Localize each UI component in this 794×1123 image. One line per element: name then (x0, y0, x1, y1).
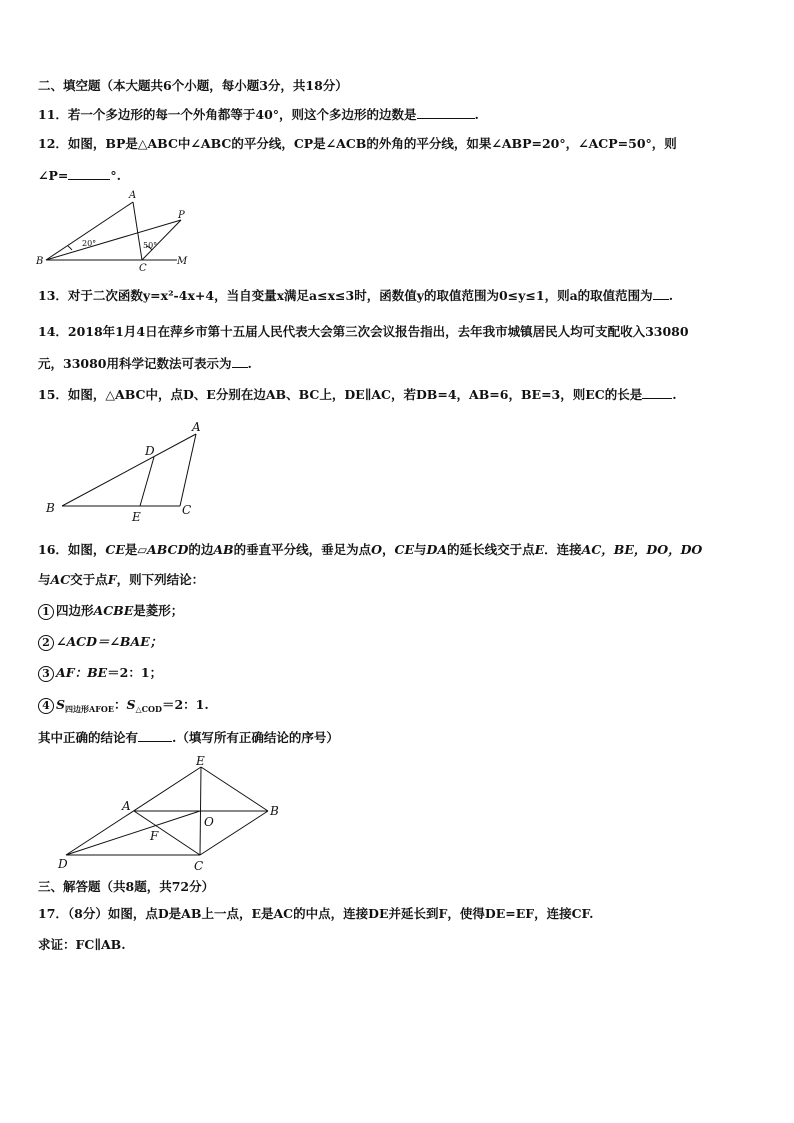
q15-text: 15．如图，△ABC中，点D、E分别在边AB、BC上，DE∥AC，若DB=4，AB=6，BE=3，则EC的长是 (38, 387, 643, 402)
c1-post: 是菱形； (133, 603, 184, 618)
q16-v4: O (371, 542, 382, 557)
q13-end: . (668, 288, 674, 303)
label-F: F (150, 829, 159, 843)
label-E: E (132, 510, 141, 524)
c4-s2: S (126, 697, 136, 712)
q16-t6: 与 (414, 542, 427, 557)
q16-v2: ▱ABCD (137, 542, 189, 557)
q16-v3: AB (213, 542, 234, 557)
label-M: M (177, 256, 188, 267)
q12-suffix: °. (110, 168, 121, 183)
q16-v7: E (534, 542, 545, 557)
circled-number-1: 1 (38, 604, 54, 620)
c1-pre: 四边形 (56, 603, 94, 618)
q16-v1: CE (105, 542, 125, 557)
line-DO (66, 811, 200, 855)
q15-end: . (672, 387, 677, 402)
c2-text: ∠ACD＝∠BAE； (56, 634, 163, 649)
q16-t9: 与 (38, 572, 51, 587)
circled-number-4: 4 (38, 698, 54, 714)
q17-line2: 求证：FC∥AB. (38, 937, 126, 952)
c3-var: AF：BE (56, 665, 108, 680)
label-P: P (178, 210, 185, 221)
label-E: E (196, 754, 205, 768)
c4-post: ＝2：1. (161, 697, 209, 712)
q11-text: 11．若一个多边形的每一个外角都等于40°，则这个多边形的边数是 (38, 107, 417, 122)
q16-t11: ，则下列结论： (116, 572, 205, 587)
section3-title: 三、解答题（共8题，共72分） (38, 879, 215, 894)
c4-s1: S (56, 697, 66, 712)
q16-v5: CE (394, 542, 414, 557)
q16-t1: 16．如图， (38, 542, 106, 557)
angle-label-50: 50° (143, 241, 158, 250)
q16-t10: 交于点 (70, 572, 108, 587)
angle-label-20: 20° (82, 239, 97, 248)
c4-sub2: △COD (135, 704, 162, 714)
q11-end: . (474, 107, 479, 122)
c4-sub1: 四边形AFOE (65, 704, 114, 714)
label-O: O (204, 815, 214, 829)
section2-title: 二、填空题（本大题共6个小题，每小题3分，共18分） (38, 78, 348, 93)
q12-line1: 12．如图，BP是△ABC中∠ABC的平分线，CP是∠ACB的外角的平分线，如果∠ABP=20°，∠ACP=50°，则 (38, 136, 677, 151)
label-A: A (122, 799, 131, 813)
q16-t4: 的垂直平分线，垂足为点 (233, 542, 372, 557)
label-A: A (192, 420, 201, 434)
label-B: B (46, 501, 55, 515)
c4-mid: ： (113, 697, 127, 712)
label-A: A (129, 190, 137, 201)
q16-v9: AC (50, 572, 71, 587)
q13-text: 13．对于二次函数y=x²-4x+4，当自变量x满足a≤x≤3时，函数值y的取值范围为0≤y≤1，则a的取值范围为 (38, 288, 653, 303)
label-B: B (270, 804, 279, 818)
q16-t5: ， (382, 542, 395, 557)
label-C: C (139, 263, 147, 274)
circled-number-2: 2 (38, 635, 54, 651)
c3-post: ＝2：1； (107, 665, 163, 680)
q17-line1: 17．（8分）如图，点D是AB上一点，E是AC的中点，连接DE并延长到F，使得DE=EF，连接CF. (38, 906, 594, 921)
q16-v8: AC，BE，DO，DO (581, 542, 703, 557)
q14-text: 元，33080用科学记数法可表示为 (38, 356, 232, 371)
q16-v10: F (107, 572, 117, 587)
label-D: D (145, 444, 155, 458)
q16-t2: 是 (124, 542, 138, 557)
label-B: B (36, 256, 44, 267)
label-C: C (194, 859, 204, 873)
q12-prefix: ∠P= (38, 168, 69, 183)
c1-var: ACBE (93, 603, 134, 618)
q16-v6: DA (426, 542, 448, 557)
line-AC (134, 811, 200, 855)
q14-line1: 14．2018年1月4日在萍乡市第十五届人民代表大会第三次会议报告指出，去年我市城镇居民人均可支配收入33080 (38, 324, 689, 339)
q16-ans-post: .（填写所有正确结论的序号） (172, 730, 339, 745)
q16-t3: 的边 (188, 542, 214, 557)
label-C: C (182, 503, 192, 517)
label-D: D (58, 857, 68, 871)
q16-ans-pre: 其中正确的结论有 (38, 730, 139, 745)
line-EB (201, 767, 268, 811)
q14-end: . (247, 356, 252, 371)
q16-t7: 的延长线交于点 (447, 542, 535, 557)
q16-t8: ．连接 (544, 542, 582, 557)
circled-number-3: 3 (38, 666, 54, 682)
